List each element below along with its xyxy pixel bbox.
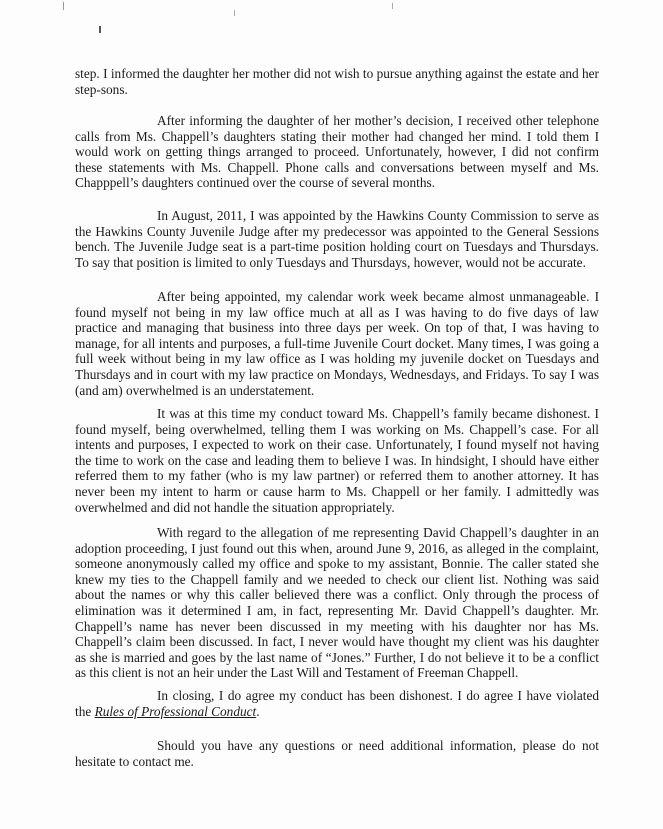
paragraph: It was at this time my conduct toward Ms. Chappell’s family became dishonest. I found myself, being overwhelmed, telling them I was working on Ms. Chappell’s case. For all intents and purposes, I expected to work on their case. Unfortunately, I found myself not having the time to work on the case and leading them to believe I was. In hindsight, I should have either referred them to my father (who is my law partner) or referred them to another attorney. It has never been my intent to harm or cause harm to Ms. Chappell or her family. I admittedly was overwhelmed and did not handle the situation appropriately. — [75, 406, 599, 515]
letter-body — [75, 406, 599, 515]
paragraph — [75, 688, 599, 719]
paragraph: In August, 2011, I was appointed by the Hawkins County Commission to serve as the Hawkins County Juvenile Judge after my predecessor was appointed to the General Sessions bench. The Juvenile Judge seat is a part-time position holding court on Tuesdays and Thursdays. To say that position is limited to only Tuesdays and Thursdays, however, would not be accurate. — [75, 208, 599, 270]
letter-body — [75, 66, 599, 97]
letter-body — [75, 113, 599, 191]
scan-speck — [99, 26, 101, 33]
paragraph-text: In closing, I do agree my conduct has been dishonest. I do agree I have violated the — [75, 688, 599, 719]
letter-body — [75, 208, 599, 270]
scan-speck — [234, 10, 235, 16]
paragraph-text: . — [256, 703, 260, 719]
paragraph: After informing the daughter of her mother’s decision, I received other telephone calls from Ms. Chappell’s daughters stating their mother had changed her mind. I told them I would work on getting things arranged to proceed. Unfortunately, however, I did not confirm these statements with Ms. Chappell. Phone calls and conversations between myself and Ms. Chapppell’s daughters continued over the course of several months. — [75, 113, 599, 191]
paragraph: Should you have any questions or need additional information, please do not hesitate to contact me. — [75, 738, 599, 769]
scan-speck — [63, 2, 64, 10]
letter-body — [75, 738, 599, 769]
letter-body — [75, 525, 599, 681]
letter-body — [75, 688, 599, 719]
letter-body — [75, 289, 599, 398]
paragraph: After being appointed, my calendar work week became almost unmanageable. I found myself not being in my law office much at all as I was having to do five days of law practice and managing that business into three days per week. On top of that, I was having to manage, for all intents and purposes, a full-time Juvenile Court docket. Many times, I was going a full week without being in my law office as I was holding my juvenile docket on Tuesdays and Thursdays and in court with my law practice on Mondays, Wednesdays, and Fridays. To say I was (and am) overwhelmed is an understatement. — [75, 289, 599, 398]
scan-speck — [392, 3, 393, 9]
paragraph: step. I informed the daughter her mother did not wish to pursue anything against the estate and her step-sons. — [75, 66, 599, 97]
paragraph: With regard to the allegation of me representing David Chappell’s daughter in an adoption proceeding, I just found out this when, around June 9, 2016, as alleged in the complaint, someone anonymously called my office and spoke to my assistant, Bonnie. The caller stated she knew my ties to the Chappell family and we needed to check our client list. Nothing was said about the names or why this caller believed there was a conflict. Only through the process of elimination was it determined I am, in fact, representing Mr. David Chappell’s daughter. Mr. Chappell’s name has never been discussed in my meeting with his daughter nor has Ms. Chappell’s claim been discussed. In fact, I never would have thought my client was his daughter as she is married and goes by the last name of “Jones.” Further, I do not believe it to be a conflict as this client is not an heir under the Last Will and Testament of Freeman Chappell. — [75, 525, 599, 681]
rules-of-professional-conduct-reference: Rules of Professional Conduct — [94, 703, 257, 719]
